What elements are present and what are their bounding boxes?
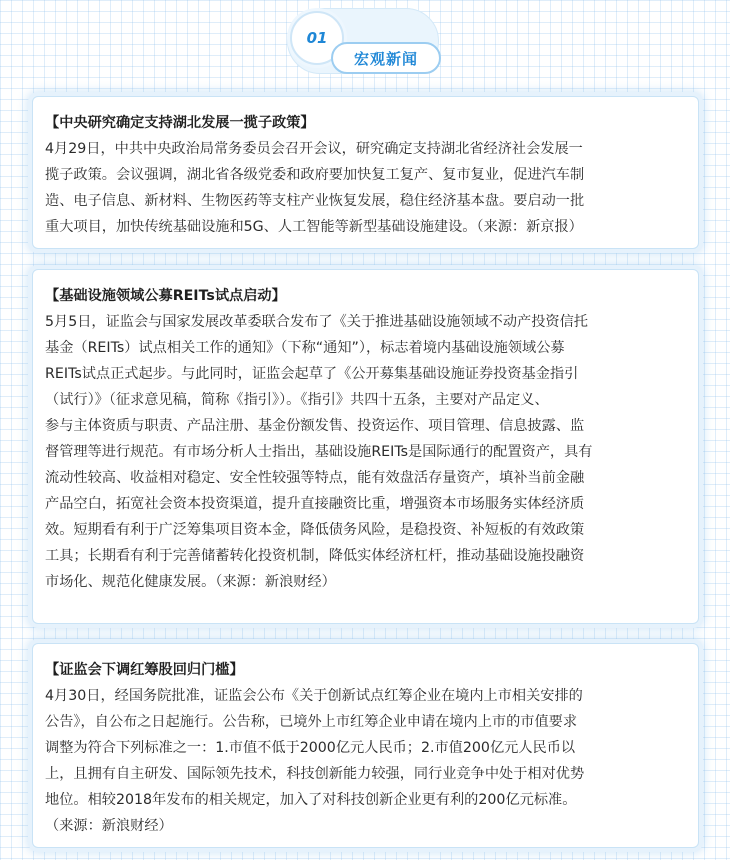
news-line: 参与主体资质与职责、产品注册、基金份额发售、投资运作、项目管理、信息披露、监 <box>45 418 585 434</box>
news-body <box>45 309 686 595</box>
news-line: 揽子政策。会议强调，湖北省各级党委和政府要加快复工复产、复市复业，促进汽车制 <box>45 167 585 183</box>
news-line: REITs试点正式起步。与此同时，证监会起草了《公开募集基础设施证券投资基金指引 <box>45 366 579 382</box>
news-line: 5月5日，证监会与国家发展改革委联合发布了《关于推进基础设施领域不动产投资信托 <box>45 314 588 330</box>
news-title: 【证监会下调红筹股回归门槛】 <box>45 662 244 678</box>
news-body <box>45 136 686 240</box>
news-line: 产品空白，拓宽社会资本投资渠道，提升直接融资比重，增强资本市场服务实体经济质 <box>45 496 585 512</box>
news-line: 市场化、规范化健康发展。（来源：新浪财经） <box>45 574 336 590</box>
news-card-3 <box>32 643 699 848</box>
news-line: 效。短期看有利于广泛筹集项目资本金，降低债务风险，是稳投资、补短板的有效政策 <box>45 522 585 538</box>
section-number: 01 <box>290 11 344 65</box>
news-body <box>45 683 686 839</box>
news-line: 4月30日，经国务院批准，证监会公布《关于创新试点红筹企业在境内上市相关安排的 <box>45 688 583 704</box>
news-title: 【中央研究确定支持湖北发展一揽子政策】 <box>45 115 315 131</box>
section-header <box>0 0 730 90</box>
news-line: （来源：新浪财经） <box>45 818 173 834</box>
news-line: 公告》，自公布之日起施行。公告称，已境外上市红筹企业申请在境内上市的市值要求 <box>45 714 578 730</box>
news-card-2 <box>32 269 699 624</box>
news-title: 【基础设施领域公募REITs试点启动】 <box>45 288 286 304</box>
news-line: 重大项目，加快传统基础设施和5G、人工智能等新型基础设施建设。（来源：新京报） <box>45 219 583 235</box>
news-line: 地位。相较2018年发布的相关规定，加入了对科技创新企业更有利的200亿元标准。 <box>45 792 577 808</box>
news-line: 调整为符合下列标准之一：1.市值不低于2000亿元人民币；2.市值200亿元人民币以 <box>45 740 576 756</box>
news-line: 工具；长期看有利于完善储蓄转化投资机制，降低实体经济杠杆，推动基础设施投融资 <box>45 548 585 564</box>
news-card-1 <box>32 96 699 249</box>
news-line: 流动性较高、收益相对稳定、安全性较强等特点，能有效盘活存量资产，填补当前金融 <box>45 470 585 486</box>
news-line: 4月29日，中共中央政治局常务委员会召开会议，研究确定支持湖北省经济社会发展一 <box>45 141 583 157</box>
news-line: 造、电子信息、新材料、生物医药等支柱产业恢复发展，稳住经济基本盘。要启动一批 <box>45 193 585 209</box>
news-line: （试行）》（征求意见稿，简称《指引》）。《指引》共四十五条，主要对产品定义、 <box>45 392 549 408</box>
news-line: 督管理等进行规范。有市场分析人士指出，基础设施REITs是国际通行的配置资产，具有 <box>45 444 593 460</box>
section-title: 宏观新闻 <box>331 42 441 74</box>
news-line: 基金（REITs）试点相关工作的通知》（下称“通知”），标志着境内基础设施领域公募 <box>45 340 565 356</box>
news-line: 上，且拥有自主研发、国际领先技术，科技创新能力较强，同行业竞争中处于相对优势 <box>45 766 585 782</box>
